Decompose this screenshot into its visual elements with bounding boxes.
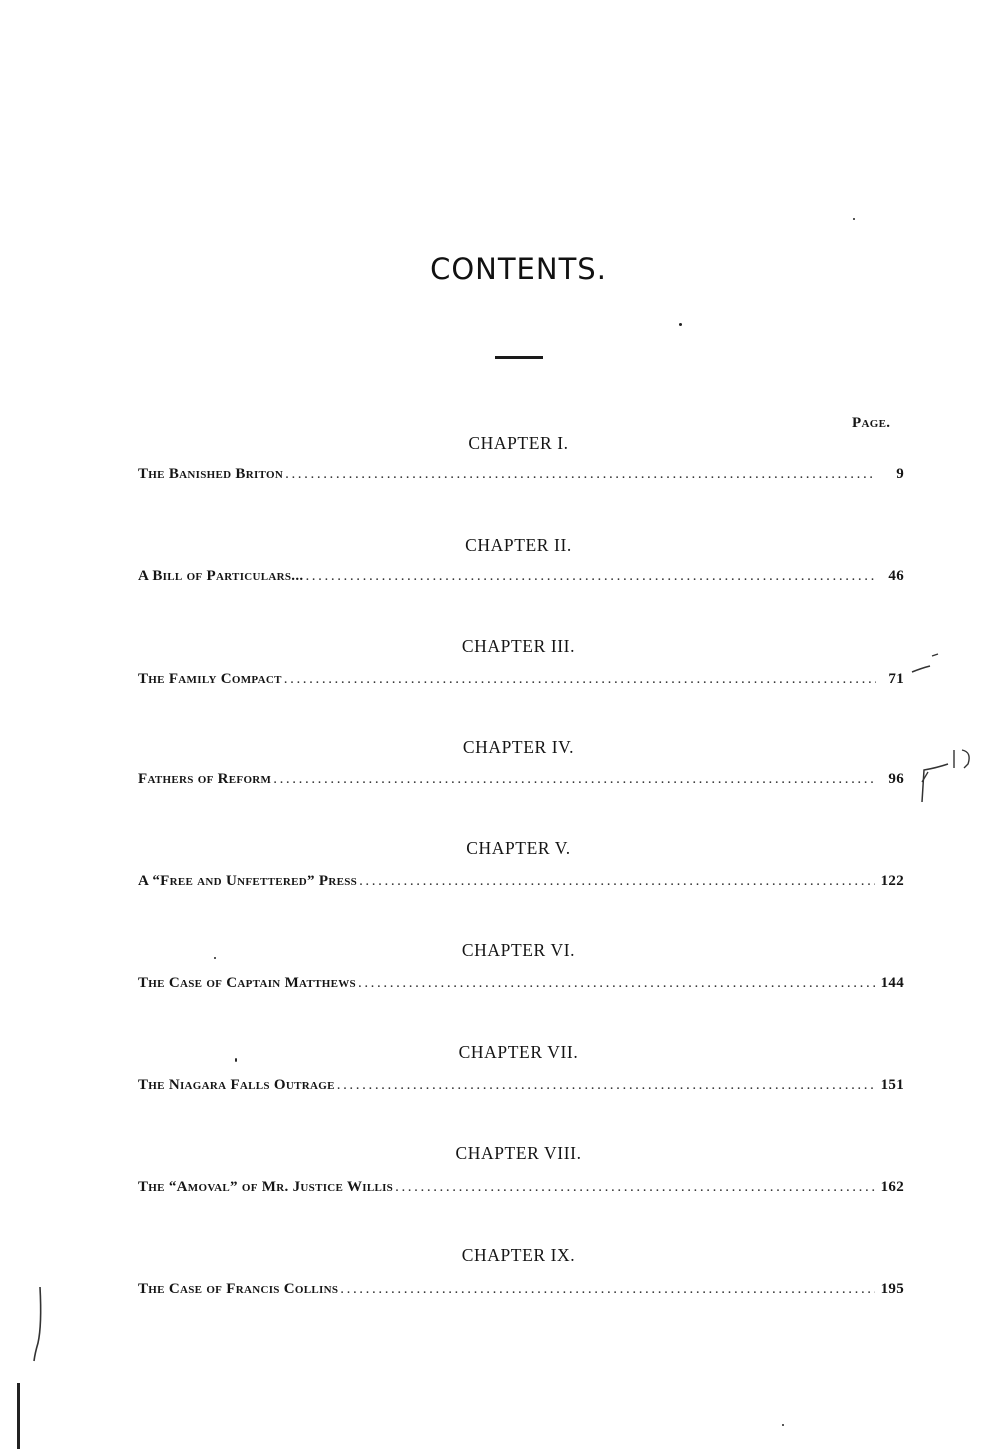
dot-leader	[273, 771, 876, 788]
margin-rule-mark	[17, 1383, 20, 1449]
margin-pencil-mark	[908, 648, 948, 678]
chapter-heading: CHAPTER III.	[461, 636, 576, 656]
dot-leader	[340, 1281, 874, 1298]
toc-entry[interactable]	[138, 975, 904, 992]
entry-page-number: 195	[880, 1281, 904, 1297]
margin-pencil-mark	[914, 742, 984, 808]
entry-page-number: 151	[880, 1077, 904, 1093]
dot-leader	[359, 873, 875, 890]
chapter-heading: CHAPTER VI.	[461, 940, 576, 960]
page-title: CONTENTS.	[430, 252, 607, 286]
chapter-heading: CHAPTER VIII.	[455, 1143, 582, 1163]
chapter-heading: CHAPTER I.	[468, 433, 569, 453]
entry-title: The Case of Captain Matthews	[138, 975, 356, 991]
entry-page-number: 71	[888, 671, 904, 687]
dot-leader	[395, 1179, 874, 1196]
entry-page-number: 162	[880, 1179, 904, 1195]
entry-title: A Bill of Particulars...	[138, 568, 304, 584]
toc-entry[interactable]	[138, 771, 904, 788]
chapter-heading: CHAPTER II.	[465, 535, 572, 555]
entry-title: A “Free and Unfettered” Press	[138, 873, 358, 889]
entry-title: The Case of Francis Collins	[138, 1281, 339, 1297]
entry-page-number: 9	[896, 466, 904, 482]
speck	[235, 1058, 237, 1062]
dot-leader	[284, 671, 876, 688]
entry-page-number: 96	[888, 771, 904, 787]
entry-title: The Niagara Falls Outrage	[138, 1077, 335, 1093]
entry-page-number: 122	[880, 873, 904, 889]
toc-entry[interactable]	[138, 1179, 904, 1196]
entry-title: The Banished Briton	[138, 466, 284, 482]
dot-leader	[305, 568, 876, 585]
entry-title: The “Amoval” of Mr. Justice Willis	[138, 1179, 394, 1195]
toc-entry[interactable]	[138, 671, 904, 688]
speck	[214, 957, 216, 959]
dot-leader	[337, 1077, 875, 1094]
chapter-heading: CHAPTER VII.	[458, 1042, 579, 1062]
toc-entry[interactable]	[138, 873, 904, 890]
speck	[782, 1424, 784, 1426]
toc-entry[interactable]	[138, 568, 904, 585]
toc-entry[interactable]	[138, 1077, 904, 1094]
chapter-heading: CHAPTER V.	[466, 838, 571, 858]
page-column-label: Page.	[852, 415, 891, 431]
margin-pencil-mark	[28, 1285, 48, 1365]
dot-leader	[358, 975, 875, 992]
title-divider	[495, 356, 543, 359]
chapter-heading: CHAPTER IX.	[461, 1245, 576, 1265]
entry-page-number: 144	[880, 975, 904, 991]
entry-page-number: 46	[888, 568, 904, 584]
toc-entry[interactable]	[138, 466, 904, 483]
chapter-heading: CHAPTER IV.	[462, 737, 575, 757]
entry-title: The Family Compact	[138, 671, 282, 687]
speck	[853, 218, 855, 220]
dot-leader	[285, 466, 876, 483]
speck	[679, 323, 682, 326]
entry-title: Fathers of Reform	[138, 771, 272, 787]
toc-entry[interactable]	[138, 1281, 904, 1298]
